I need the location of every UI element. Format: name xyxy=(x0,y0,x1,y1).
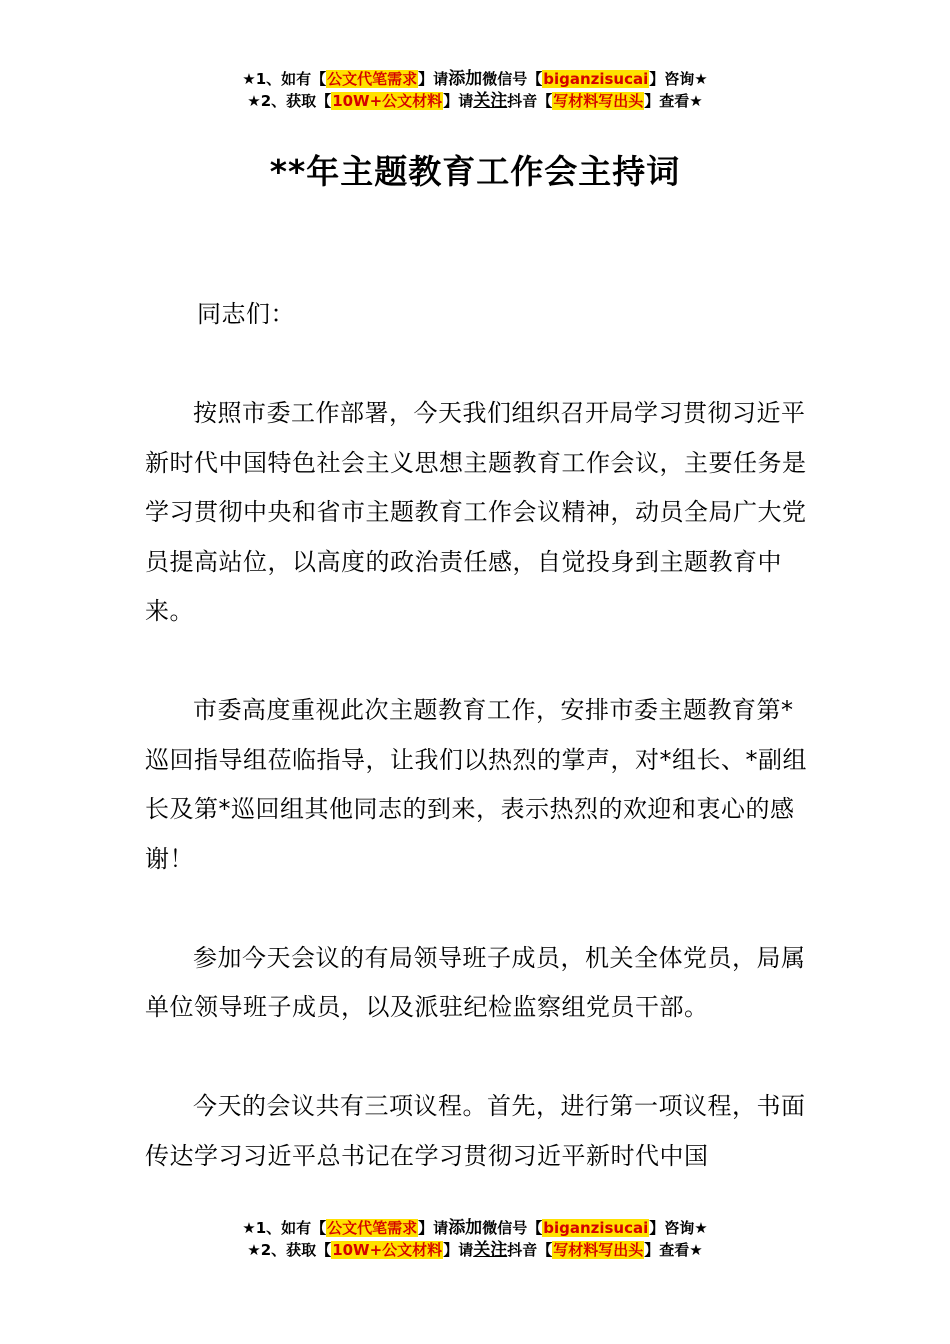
highlight-douyin-id: 写材料写出头 xyxy=(553,1241,644,1259)
banner-text: 】咨询★ xyxy=(649,70,708,88)
header-banner xyxy=(0,68,950,112)
greeting: 同志们： xyxy=(197,300,295,328)
banner-emphasis: 关注 xyxy=(473,1240,508,1260)
highlight-wechat-id: biganzisucai xyxy=(543,1219,649,1237)
banner-text: ★1、如有【 xyxy=(242,1219,327,1237)
banner-emphasis: 添加 xyxy=(448,1218,483,1238)
highlight-douyin-id: 写材料写出头 xyxy=(553,92,644,110)
banner-text: 】请 xyxy=(443,92,474,110)
highlight-service: 公文代笔需求 xyxy=(327,1219,418,1237)
paragraph-1: 按照市委工作部署，今天我们组织召开局学习贯彻习近平新时代中国特色社会主义思想主题教育工作会议，主要任务是学习贯彻中央和省市主题教育工作会议精神，动员全局广大党员提高站位，以高度的政治责任感，自觉投身到主题教育中来。 xyxy=(145,399,807,625)
banner-text: 】查看★ xyxy=(644,1241,703,1259)
banner-line-2 xyxy=(0,90,950,112)
highlight-service: 公文代笔需求 xyxy=(327,70,418,88)
banner-line-1 xyxy=(0,68,950,90)
banner-text: ★2、获取【 xyxy=(247,1241,332,1259)
banner-line-1 xyxy=(0,1217,950,1239)
banner-text: 抖音【 xyxy=(507,92,553,110)
paragraph-2: 市委高度重视此次主题教育工作，安排市委主题教育第*巡回指导组莅临指导，让我们以热烈的掌声，对*组长、*副组长及第*巡回组其他同志的到来，表示热烈的欢迎和衷心的感谢！ xyxy=(145,696,807,873)
footer-banner xyxy=(0,1217,950,1261)
highlight-materials: 10W+公文材料 xyxy=(332,92,443,110)
banner-text: 微信号【 xyxy=(482,1219,543,1237)
banner-text: 】查看★ xyxy=(644,92,703,110)
banner-text: 抖音【 xyxy=(507,1241,553,1259)
paragraph-4: 今天的会议共有三项议程。首先，进行第一项议程，书面传达学习习近平总书记在学习贯彻习近平新时代中国 xyxy=(145,1092,806,1170)
paragraph-3: 参加今天会议的有局领导班子成员，机关全体党员，局属单位领导班子成员，以及派驻纪检监察组党员干部。 xyxy=(145,943,806,1021)
banner-text: 】咨询★ xyxy=(649,1219,708,1237)
highlight-materials: 10W+公文材料 xyxy=(332,1241,443,1259)
banner-text: 】请 xyxy=(443,1241,474,1259)
document-title: **年主题教育工作会主持词 xyxy=(269,152,681,191)
document-body xyxy=(145,290,815,1181)
banner-text: 】请 xyxy=(418,70,449,88)
banner-emphasis: 添加 xyxy=(448,69,483,89)
banner-text: 微信号【 xyxy=(482,70,543,88)
banner-line-2 xyxy=(0,1239,950,1261)
banner-emphasis: 关注 xyxy=(473,91,508,111)
banner-text: ★2、获取【 xyxy=(247,92,332,110)
banner-text: ★1、如有【 xyxy=(242,70,327,88)
banner-text: 】请 xyxy=(418,1219,449,1237)
highlight-wechat-id: biganzisucai xyxy=(543,70,649,88)
